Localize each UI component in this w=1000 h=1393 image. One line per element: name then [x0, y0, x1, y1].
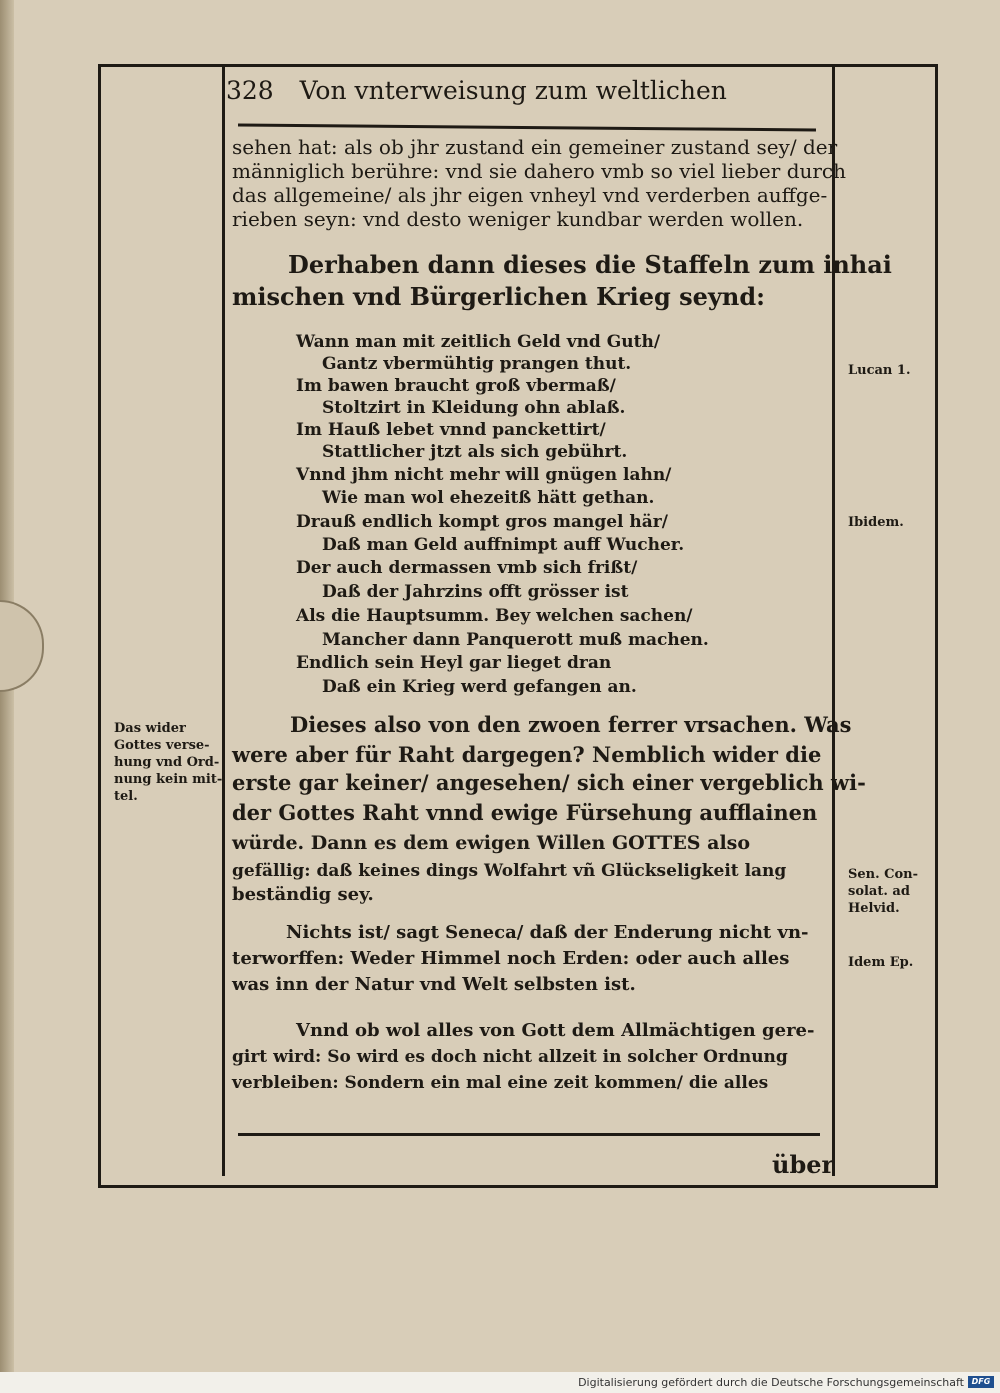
verse-line: Wie man wol ehezeitß hätt gethan. [322, 488, 655, 508]
verse-line: Im bawen braucht groß vbermaß/ [296, 376, 616, 396]
dfg-logo-icon: DFG [968, 1376, 994, 1388]
paragraph-line: erste gar keiner/ angesehen/ sich einer vergeblich wi- [232, 770, 866, 795]
paragraph-line: gefällig: daß keines dings Wolfahrt vñ Glückseligkeit lang [232, 861, 787, 881]
verse-line: Daß man Geld auffnimpt auff Wucher. [322, 535, 685, 555]
margin-note-seneca [848, 866, 918, 917]
paragraph-line: girt wird: So wird es doch nicht allzeit in solcher Ordnung [232, 1047, 788, 1067]
margin-note-line: Sen. Con- [848, 867, 919, 882]
verse-line: Vnnd jhm nicht mehr will gnügen lahn/ [296, 465, 672, 485]
verse-line: Im Hauß lebet vnnd panckettirt/ [296, 420, 606, 440]
footer-bar [0, 1372, 1000, 1393]
margin-note-line: solat. ad [848, 884, 910, 899]
verse-line: Daß der Jahrzins offt grösser ist [322, 582, 629, 602]
book-clasp [0, 600, 44, 692]
verse-line: Drauß endlich kompt gros mangel här/ [296, 512, 668, 532]
intro-line: sehen hat: als ob jhr zustand ein gemeiner zustand sey/ der [232, 135, 838, 159]
verse-line: Stoltzirt in Kleidung ohn ablaß. [322, 398, 626, 418]
margin-note-line: Helvid. [848, 901, 900, 916]
margin-note-line: Gottes verse- [114, 738, 210, 753]
margin-note-left [114, 720, 222, 805]
paragraph-line: Nichts ist/ sagt Seneca/ daß der Enderung nicht vn- [286, 922, 809, 943]
intro-line: männiglich berühre: vnd sie dahero vmb so viel lieber durch [232, 159, 847, 183]
margin-note-lucan: Lucan 1. [848, 363, 911, 378]
margin-note-idem: Idem Ep. [848, 955, 914, 970]
verse-line: Gantz vbermühtig prangen thut. [322, 354, 632, 374]
margin-note-line: hung vnd Ord- [114, 755, 220, 770]
intro-line: das allgemeine/ als jhr eigen vnheyl vnd verderben auffge- [232, 183, 828, 207]
section-heading: Derhaben dann dieses die Staffeln zum inhai [288, 250, 892, 279]
paragraph-line: verbleiben: Sondern ein mal eine zeit kommen/ die alles [232, 1073, 769, 1093]
verse-line: Als die Hauptsumm. Bey welchen sachen/ [296, 606, 693, 626]
footer-rule [238, 1133, 820, 1136]
margin-note-line: Das wider [114, 721, 186, 736]
paragraph-line: Vnnd ob wol alles von Gott dem Allmächtigen gere- [296, 1020, 815, 1041]
section-heading: mischen vnd Bürgerlichen Krieg seynd: [232, 282, 765, 311]
verse-line: Daß ein Krieg werd gefangen an. [322, 677, 637, 697]
verse-line: Stattlicher jtzt als sich gebührt. [322, 442, 628, 462]
verse-line: Der auch dermassen vmb sich frißt/ [296, 558, 638, 578]
paragraph-line: der Gottes Raht vnnd ewige Fürsehung aufflainen [232, 800, 818, 825]
page-number: 328 [226, 76, 274, 105]
running-head [226, 76, 727, 105]
margin-note-line: tel. [114, 789, 138, 804]
paragraph-line: Dieses also von den zwoen ferrer vrsachen. Was [290, 712, 852, 737]
paragraph-line: were aber für Raht dargegen? Nemblich wider die [232, 742, 822, 767]
running-title: Von vnterweisung zum weltlichen [299, 76, 727, 105]
catchword: über [772, 1150, 835, 1179]
verse-line: Wann man mit zeitlich Geld vnd Guth/ [296, 332, 661, 352]
left-margin-rule [222, 64, 225, 1176]
right-margin-rule [832, 64, 835, 1176]
intro-line: rieben seyn: vnd desto weniger kundbar werden wollen. [232, 207, 804, 231]
paragraph-line: was inn der Natur vnd Welt selbsten ist. [232, 974, 636, 995]
margin-note-ibidem: Ibidem. [848, 515, 904, 530]
footer-credit: Digitalisierung gefördert durch die Deutsche Forschungsgemeinschaft [578, 1376, 964, 1389]
paragraph-line: würde. Dann es dem ewigen Willen GOTTES also [232, 832, 751, 854]
margin-note-line: nung kein mit- [114, 772, 223, 787]
verse-line: Mancher dann Panquerott muß machen. [322, 630, 709, 650]
verse-line: Endlich sein Heyl gar lieget dran [296, 653, 612, 673]
paragraph-line: terworffen: Weder Himmel noch Erden: oder auch alles [232, 948, 790, 969]
paragraph-line: beständig sey. [232, 884, 374, 905]
